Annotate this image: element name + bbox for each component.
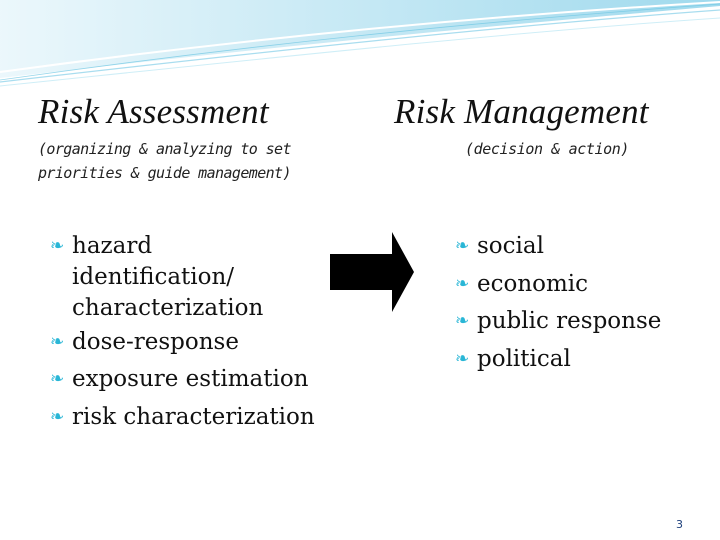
list-item: ❧ risk characterization	[50, 399, 340, 437]
list-item: ❧ exposure estimation	[50, 361, 340, 399]
bullet-icon: ❧	[455, 273, 470, 294]
risk-management-title: Risk Management	[394, 92, 649, 131]
bullet-icon: ❧	[50, 331, 65, 352]
bullet-icon: ❧	[455, 236, 470, 256]
subtitle-line-1: (organizing & analyzing to set	[38, 140, 291, 158]
subtitle-line-2: priorities & guide management)	[38, 164, 291, 182]
list-item: ❧ hazard identification/ characterization	[50, 228, 340, 324]
management-list	[455, 228, 715, 378]
assessment-list	[50, 228, 340, 436]
bullet-icon: ❧	[50, 369, 65, 389]
header-wave-banner	[0, 0, 720, 90]
bullet-icon: ❧	[50, 236, 65, 256]
risk-assessment-title: Risk Assessment	[38, 92, 269, 131]
risk-management-subtitle: (decision & action)	[465, 140, 629, 158]
risk-assessment-subtitle	[38, 137, 291, 185]
page-number: 3	[676, 518, 683, 531]
list-item: ❧ dose-response	[50, 324, 340, 362]
list-item: ❧ political	[455, 341, 715, 379]
list-item: ❧ social	[455, 228, 715, 266]
bullet-icon: ❧	[455, 311, 470, 331]
right-arrow-icon	[330, 232, 414, 312]
bullet-icon: ❧	[50, 406, 65, 427]
list-item: ❧ public response	[455, 303, 715, 341]
bullet-icon: ❧	[455, 348, 470, 369]
list-item: ❧ economic	[455, 266, 715, 304]
